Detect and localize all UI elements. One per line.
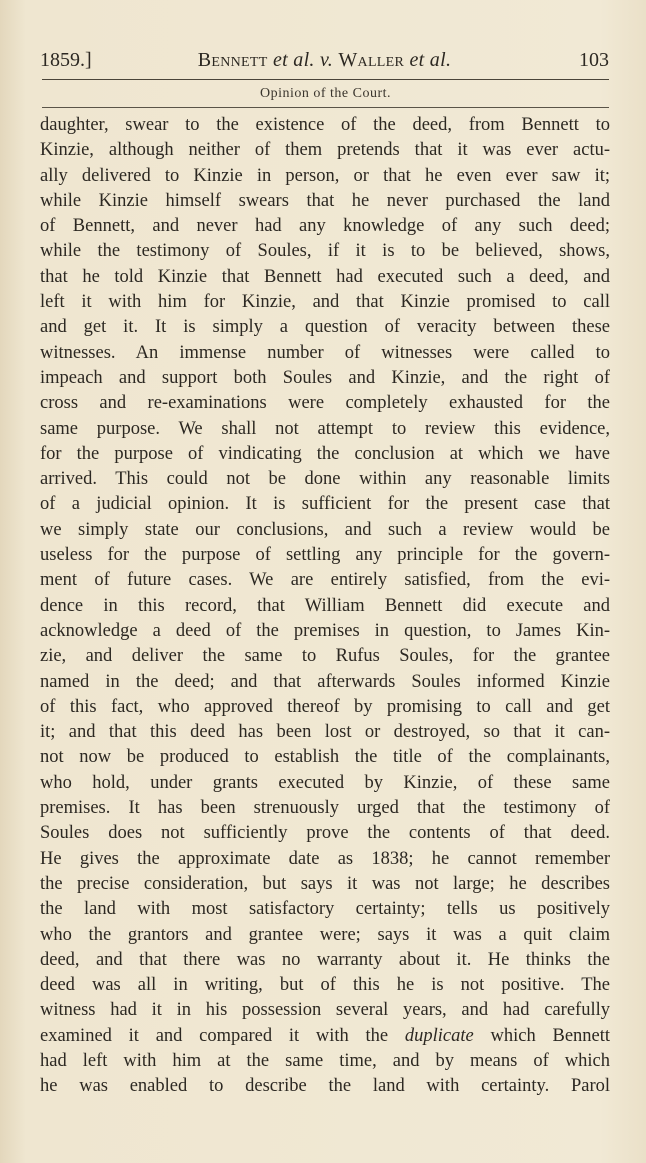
section-subheading: Opinion of the Court.: [259, 86, 392, 101]
case-versus: v.: [320, 49, 334, 71]
text-line: it; and that this deed has been lost or destroyed, so that it can-: [40, 722, 610, 743]
text-line: dence in this record, that William Bennett did execute and: [40, 595, 610, 616]
header-year: 1859.]: [40, 49, 92, 71]
text-line: of this fact, who approved thereof by promising to call and get: [40, 696, 610, 717]
text-line: he was enabled to describe the land with certainty. Parol: [40, 1076, 610, 1097]
text-line: daughter, swear to the existence of the deed, from Bennett to: [40, 115, 610, 135]
text-line: deed was all in writing, but of this he is not positive. The: [40, 975, 610, 996]
text-line: we simply state our conclusions, and such a review would be: [40, 519, 610, 540]
case-party-2: Waller: [338, 49, 405, 71]
text-line: while the testimony of Soules, if it is to be believed, shows,: [40, 241, 610, 262]
text-line: Kinzie, although neither of them pretends that it was ever actu-: [40, 140, 610, 161]
text-line: same purpose. We shall not attempt to review this evidence,: [40, 418, 610, 439]
text-line: acknowledge a deed of the premises in question, to James Kin-: [40, 620, 610, 641]
text-line: who the grantors and grantee were; says it was a quit claim: [40, 924, 610, 945]
text-segment: examined it and compared it with the: [40, 1025, 389, 1046]
case-et-al-2: et al.: [409, 49, 452, 71]
text-line: ment of future cases. We are entirely satisfied, from the evi-: [40, 570, 610, 591]
text-line: and get it. It is simply a question of veracity between these: [40, 317, 610, 338]
text-line: Soules does not sufficiently prove the contents of that deed.: [40, 823, 610, 844]
text-line: the precise consideration, but says it was not large; he describes: [40, 873, 610, 894]
text-line: deed, and that there was no warranty about it. He thinks the: [40, 949, 610, 970]
text-segment: which Bennett: [490, 1025, 610, 1046]
text-line: of a judicial opinion. It is sufficient for the present case that: [40, 494, 610, 515]
text-line: of Bennett, and never had any knowledge of any such deed;: [40, 216, 610, 237]
text-line: had left with him at the same time, and by means of which: [40, 1050, 610, 1071]
text-line: He gives the approximate date as 1838; he cannot remember: [40, 848, 610, 869]
text-line: for the purpose of vindicating the conclusion at which we have: [40, 443, 610, 464]
running-header: [40, 46, 609, 74]
opinion-text: [40, 113, 610, 1100]
case-et-al-1: et al.: [272, 49, 315, 71]
text-line: cross and re-examinations were completely exhausted for the: [40, 393, 610, 414]
header-case-name: [40, 46, 609, 74]
case-party-1: Bennett: [197, 49, 268, 71]
text-line: useless for the purpose of settling any principle for the govern-: [40, 545, 610, 566]
header-rule: [42, 79, 609, 80]
text-line: while Kinzie himself swears that he never purchased the land: [40, 190, 610, 211]
italic-term-duplicate: duplicate: [404, 1025, 474, 1046]
text-line: witnesses. An immense number of witnesses were called to: [40, 342, 610, 363]
text-line: witness had it in his possession several years, and had carefully: [40, 1000, 610, 1021]
text-line: who hold, under grants executed by Kinzie, of these same: [40, 772, 610, 793]
text-line: the land with most satisfactory certainty; tells us positively: [40, 899, 610, 920]
text-line: named in the deed; and that afterwards Soules informed Kinzie: [40, 671, 610, 692]
text-line: that he told Kinzie that Bennett had executed such a deed, and: [40, 266, 610, 287]
text-line: impeach and support both Soules and Kinzie, and the right of: [40, 367, 610, 388]
text-line: not now be produced to establish the title of the complainants,: [40, 747, 610, 768]
text-line: zie, and deliver the same to Rufus Soules, for the grantee: [40, 646, 610, 667]
text-line: premises. It has been strenuously urged that the testimony of: [40, 798, 610, 819]
text-line: left it with him for Kinzie, and that Kinzie promised to call: [40, 292, 610, 313]
page-number: 103: [579, 49, 609, 71]
text-line: arrived. This could not be done within any reasonable limits: [40, 469, 610, 490]
subheading-rule: [42, 107, 609, 108]
text-line: ally delivered to Kinzie in person, or that he even ever saw it;: [40, 165, 610, 186]
text-line: [40, 1024, 610, 1049]
